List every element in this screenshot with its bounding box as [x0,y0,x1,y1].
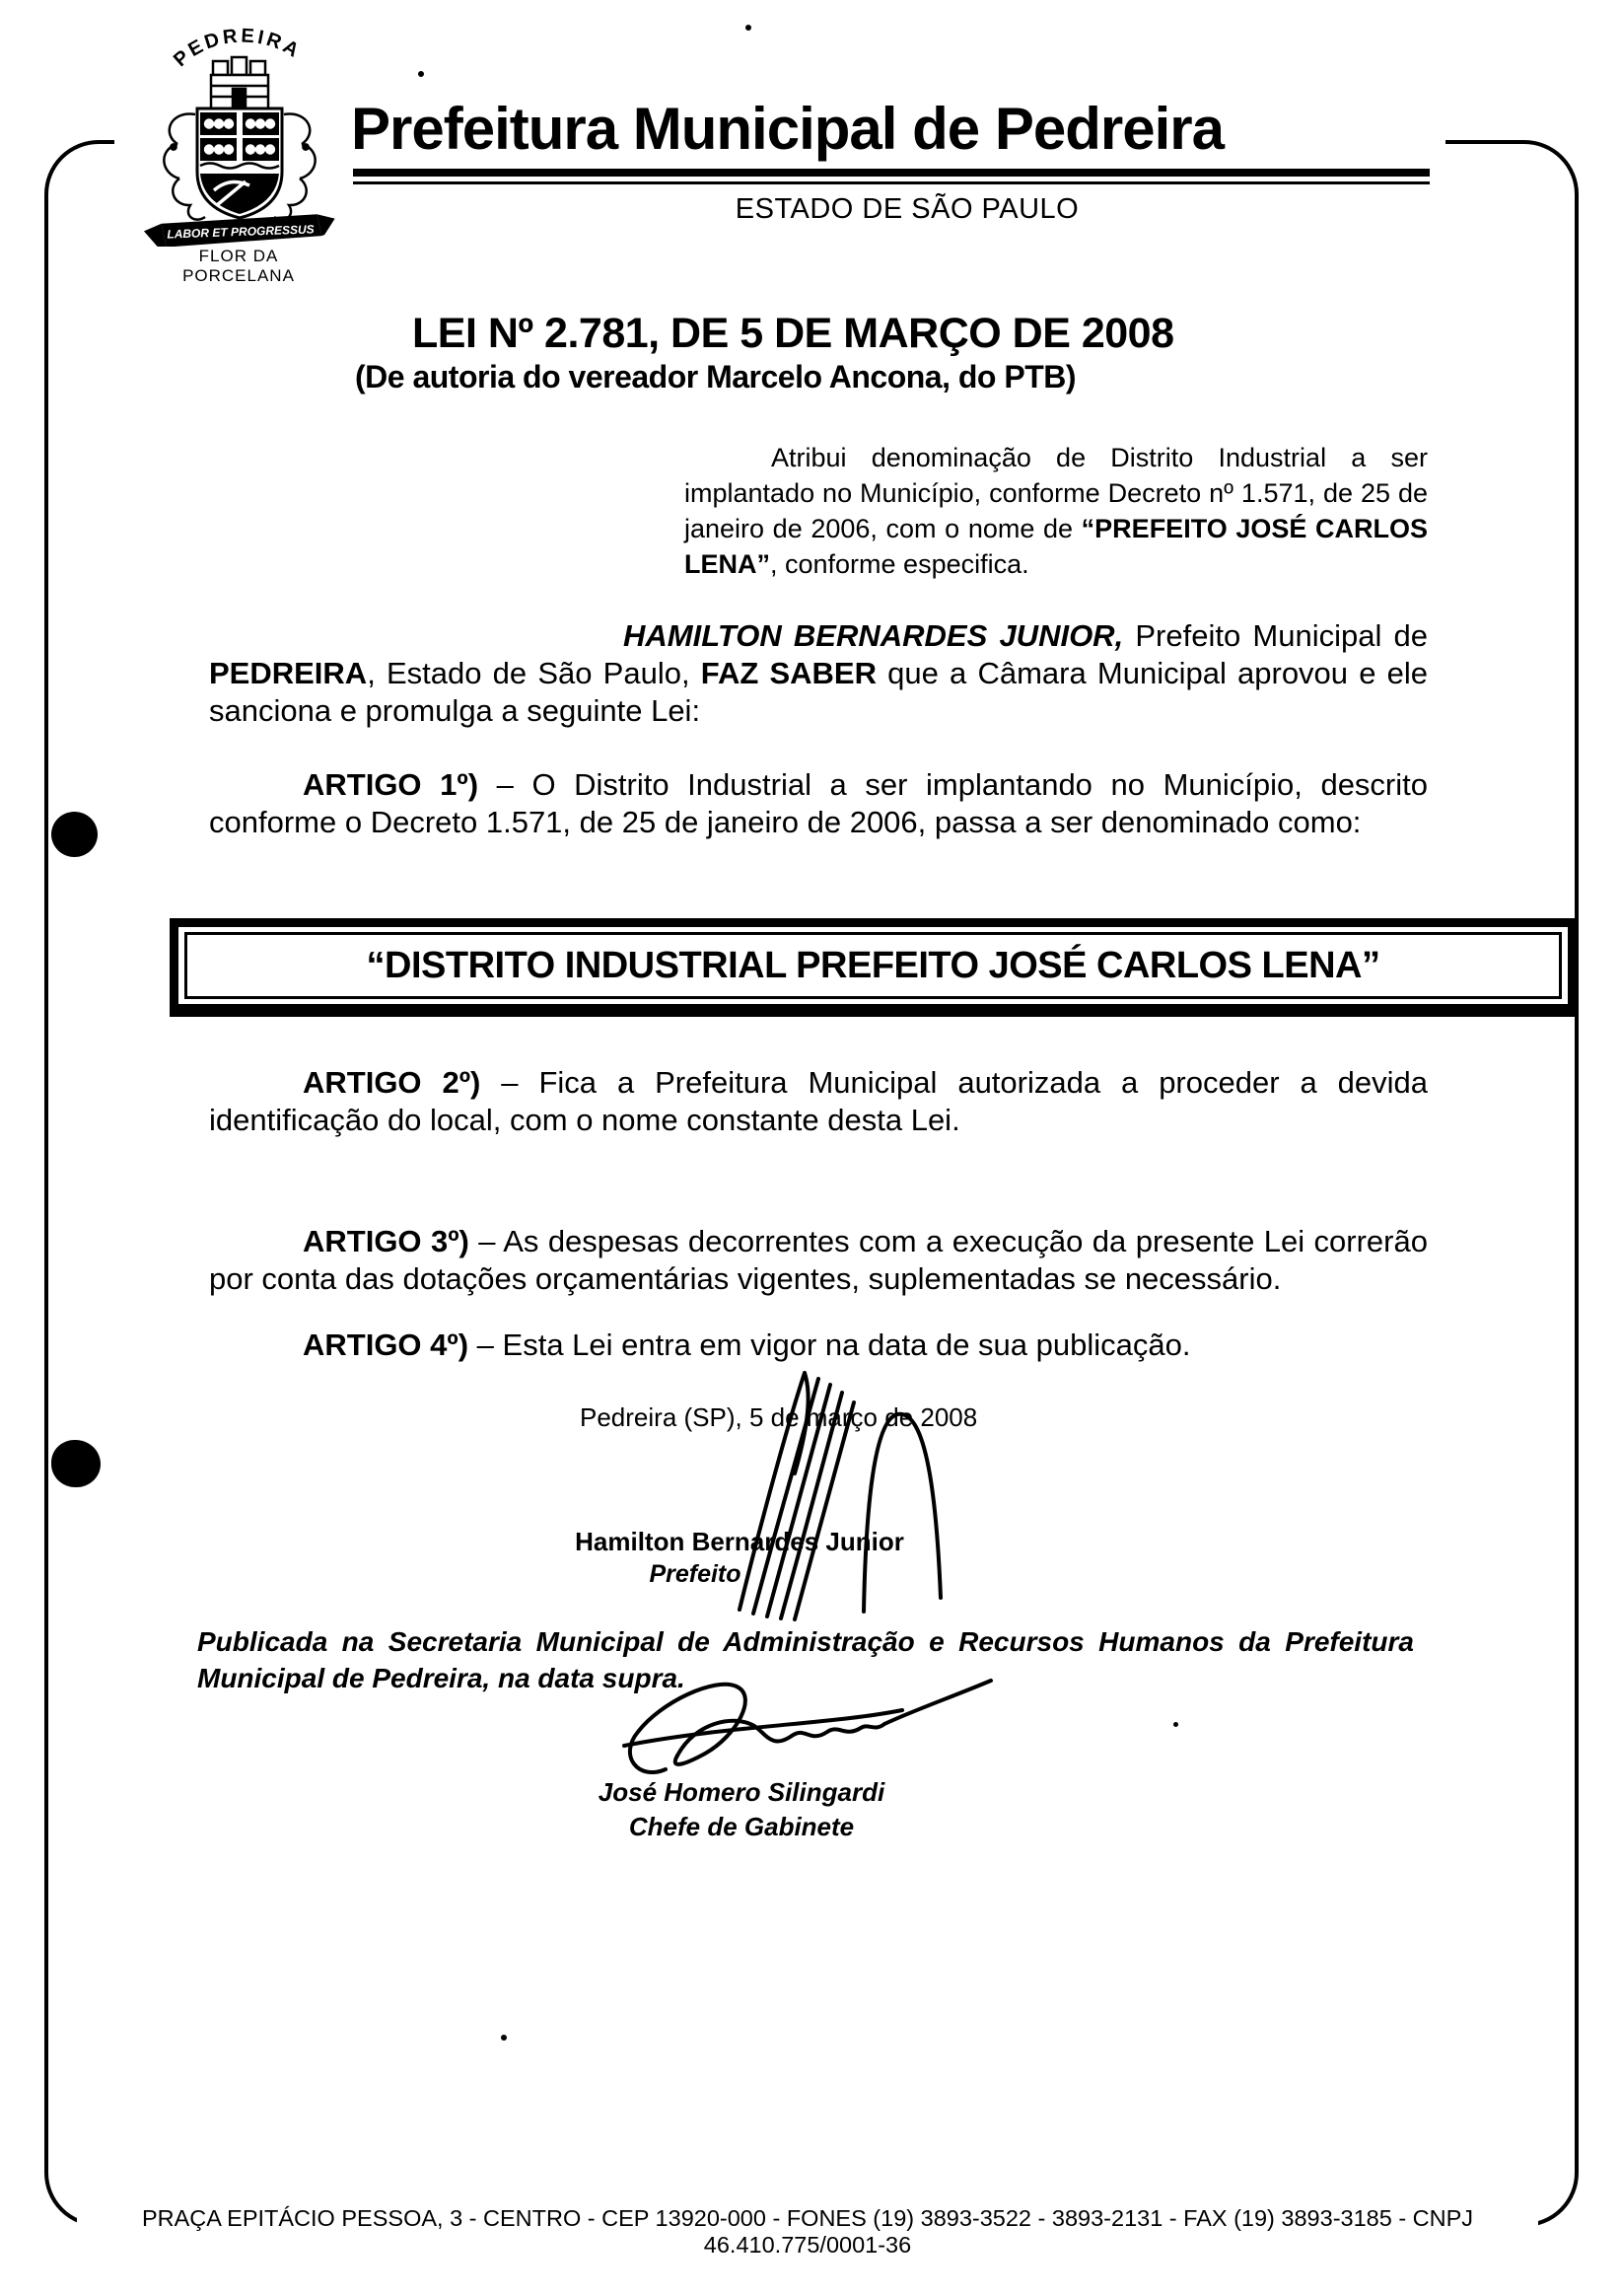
summary-text-1: Atribui denominação de Distrito Industrial a ser implantado no Município, conforme Decreto nº 1.571, de 25 de janeiro de 2006, com o nome de [684,443,1428,543]
article-4-text: – Esta Lei entra em vigor na data de sua publicação. [468,1327,1191,1362]
district-name-label: “DISTRITO INDUSTRIAL PREFEITO JOSÉ CARLOS LENA” [184,932,1562,999]
article-1 [209,766,1428,841]
title-underline-thin [353,181,1430,184]
scan-speck [745,25,751,31]
preamble-paragraph [209,617,1428,730]
article-2-text: – Fica a Prefeitura Municipal autorizada a proceder a devida identificação do local, com o nome constante desta Lei. [209,1065,1428,1137]
faz-saber: FAZ SABER [700,656,877,690]
scan-speck [501,2035,507,2041]
punch-hole-bottom [51,1440,101,1487]
mayor-signature [718,1363,947,1621]
preamble-text-1: Prefeito Municipal de [1123,618,1428,653]
law-authorship: (De autoria do vereador Marcelo Ancona, do PTB) [355,359,1076,395]
crest-caption-line1: FLOR DA [198,247,279,265]
state-subtitle: ESTADO DE SÃO PAULO [735,193,1080,225]
article-2 [209,1064,1428,1139]
district-name-box-inner [178,927,1568,1004]
title-underline-thick [353,169,1430,177]
summary-text-2: , conforme especifica. [770,549,1029,579]
crest-motto-text: LABOR ET PROGRESSUS [167,222,315,242]
scan-speck [418,71,424,77]
article-1-text: – O Distrito Industrial a ser implantando no Município, descrito conforme o Decreto 1.571, de 25 de janeiro de 2006, passa a ser denominado como: [209,767,1428,839]
preamble-text-2: , Estado de São Paulo, [367,656,701,690]
article-1-label: ARTIGO 1º) [303,767,479,802]
punch-hole-top [51,812,98,857]
article-2-label: ARTIGO 2º) [303,1065,481,1100]
article-3 [209,1223,1428,1298]
article-3-text: – As despesas decorrentes com a execução da presente Lei correrão por conta das dotações orçamentárias vigentes, suplementadas se necessário. [209,1224,1428,1296]
chief-of-staff-role: Chefe de Gabinete [628,1812,855,1841]
page-title: Prefeitura Municipal de Pedreira [351,95,1445,163]
law-number-title: LEI Nº 2.781, DE 5 DE MARÇO DE 2008 [412,310,1174,357]
chief-of-staff-name: José Homero Silingardi [598,1777,885,1807]
chief-of-staff-signature [567,1673,1011,1789]
crest-caption-line2: PORCELANA [182,266,295,285]
article-4 [209,1327,1428,1364]
place-date-line: Pedreira (SP), 5 de março de 2008 [580,1402,978,1432]
mayor-signature-role: Prefeito [649,1560,741,1588]
mayor-signature-name: Hamilton Bernardes Junior [575,1527,904,1556]
district-name-box [170,918,1578,1017]
article-4-label: ARTIGO 4º) [303,1327,469,1362]
crest-name-text: PEDREIRA [170,25,306,72]
coat-of-arms [114,18,363,286]
preamble-text-3: que a Câmara Municipal aprovou e ele sanciona e promulga a seguinte Lei: [209,656,1428,728]
mayor-name: HAMILTON BERNARDES JUNIOR, [623,618,1124,653]
coat-of-arms-icon [114,18,363,247]
municipality-name: PEDREIRA [209,656,368,690]
shield-icon [197,108,282,218]
footer-address: PRAÇA EPITÁCIO PESSOA, 3 - CENTRO - CEP 13920-000 - FONES (19) 3893-3522 - 3893-2131 - FAX (19) 3893-3185 - CNPJ 46.410.775/0001-36 [77,2202,1538,2263]
tower-icon [211,57,268,108]
scan-speck [1173,1722,1178,1727]
law-summary [684,440,1428,582]
article-3-label: ARTIGO 3º) [303,1224,469,1258]
publication-note: Publicada na Secretaria Municipal de Administração e Recursos Humanos da Prefeitura Municipal de Pedreira, na data supra. [197,1626,1414,1693]
summary-district-name: “PREFEITO JOSÉ CARLOS LENA” [684,514,1428,579]
